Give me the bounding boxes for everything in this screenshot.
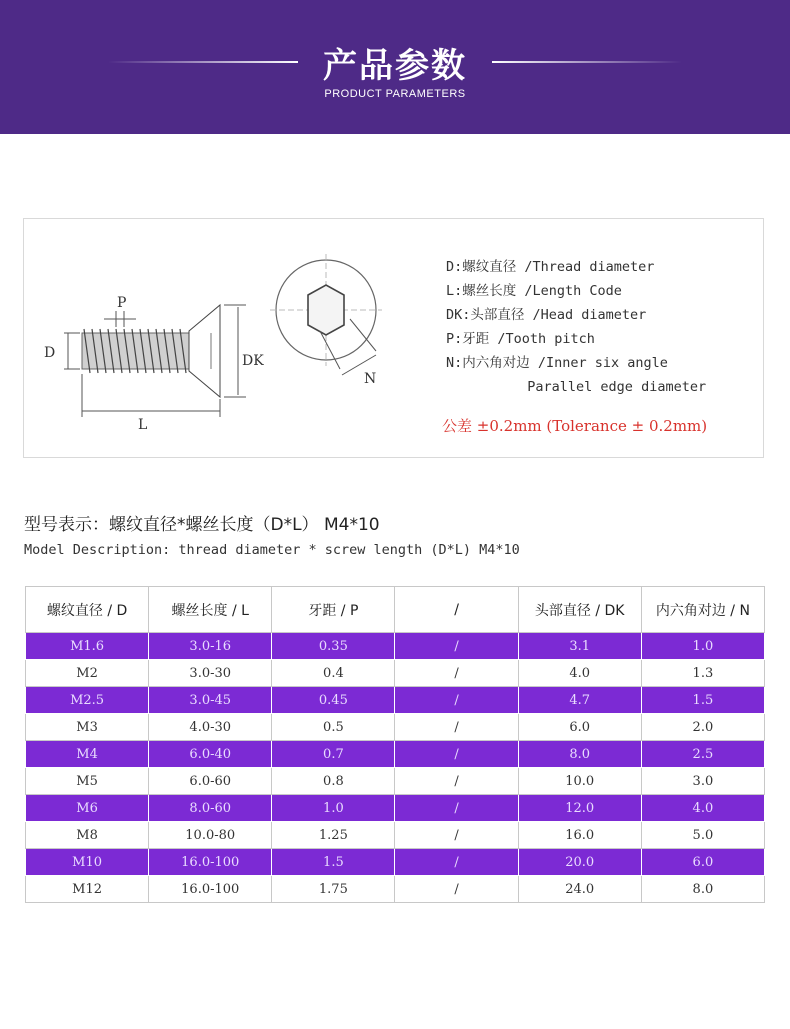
cell-n: 5.0 [641,822,764,849]
cell-blank: / [395,822,518,849]
cell-d: M6 [26,795,149,822]
cell-l: 16.0-100 [149,876,272,903]
cell-d: M10 [26,849,149,876]
cell-n: 8.0 [641,876,764,903]
cell-p: 1.0 [272,795,395,822]
legend-line: DK:头部直径 /Head diameter [446,307,647,323]
tolerance-note: 公差 ±0.2mm (Tolerance ± 0.2mm) [442,417,708,435]
table-row [26,849,765,876]
cell-l: 3.0-16 [149,633,272,660]
cell-l: 8.0-60 [149,795,272,822]
legend-line: N:内六角对边 /Inner six angle [446,355,668,371]
cell-p: 1.25 [272,822,395,849]
label-l: L [138,417,148,433]
screw-top-view [270,254,382,375]
table-header-row [26,587,765,633]
cell-p: 0.8 [272,768,395,795]
cell-blank: / [395,660,518,687]
cell-dk: 10.0 [518,768,641,795]
cell-p: 0.5 [272,714,395,741]
cell-dk: 8.0 [518,741,641,768]
dimension-legend [446,255,706,399]
cell-n: 1.5 [641,687,764,714]
legend-line: P:牙距 /Tooth pitch [446,331,595,347]
page-subtitle: PRODUCT PARAMETERS [324,88,466,100]
cell-p: 1.5 [272,849,395,876]
label-p: P [117,295,127,311]
cell-blank: / [395,849,518,876]
label-dk: DK [242,353,264,369]
table-row [26,687,765,714]
cell-l: 6.0-40 [149,741,272,768]
cell-n: 2.0 [641,714,764,741]
header-banner [0,0,790,134]
cell-dk: 20.0 [518,849,641,876]
cell-n: 2.5 [641,741,764,768]
cell-l: 3.0-30 [149,660,272,687]
header-dk: 头部直径 / DK [518,587,641,633]
cell-blank: / [395,633,518,660]
cell-d: M8 [26,822,149,849]
cell-n: 1.3 [641,660,764,687]
cell-n: 1.0 [641,633,764,660]
table-body [26,633,765,903]
cell-dk: 16.0 [518,822,641,849]
cell-p: 0.35 [272,633,395,660]
cell-l: 3.0-45 [149,687,272,714]
legend-line: D:螺纹直径 /Thread diameter [446,259,655,275]
cell-d: M12 [26,876,149,903]
screw-side-view [64,305,246,417]
cell-d: M2 [26,660,149,687]
cell-blank: / [395,741,518,768]
cell-l: 16.0-100 [149,849,272,876]
cell-p: 1.75 [272,876,395,903]
cell-dk: 3.1 [518,633,641,660]
cell-dk: 4.0 [518,660,641,687]
legend-line: Parallel edge diameter [446,379,707,395]
cell-l: 4.0-30 [149,714,272,741]
table-row [26,660,765,687]
cell-n: 3.0 [641,768,764,795]
model-description-cn: 型号表示：螺纹直径*螺丝长度（D*L） M4*10 [24,515,380,535]
label-d: D [44,345,56,361]
table-row [26,768,765,795]
cell-blank: / [395,795,518,822]
cell-dk: 4.7 [518,687,641,714]
cell-blank: / [395,714,518,741]
table-row [26,822,765,849]
cell-d: M2.5 [26,687,149,714]
cell-blank: / [395,687,518,714]
header-n: 内六角对边 / N [641,587,764,633]
header-p: 牙距 / P [272,587,395,633]
cell-dk: 24.0 [518,876,641,903]
cell-dk: 6.0 [518,714,641,741]
cell-d: M3 [26,714,149,741]
cell-l: 10.0-80 [149,822,272,849]
header-blank: / [395,587,518,633]
parameter-table [25,586,765,903]
cell-d: M1.6 [26,633,149,660]
model-description-en: Model Description: thread diameter * screw length (D*L) M4*10 [24,542,520,558]
cell-blank: / [395,768,518,795]
table-row [26,876,765,903]
cell-blank: / [395,876,518,903]
table-row [26,714,765,741]
cell-p: 0.7 [272,741,395,768]
cell-n: 4.0 [641,795,764,822]
table-row [26,633,765,660]
cell-p: 0.45 [272,687,395,714]
label-n: N [364,371,377,387]
header-divider-right [492,61,682,63]
legend-line: L:螺丝长度 /Length Code [446,283,622,299]
cell-dk: 12.0 [518,795,641,822]
cell-d: M4 [26,741,149,768]
table-row [26,795,765,822]
cell-l: 6.0-60 [149,768,272,795]
header-l: 螺丝长度 / L [149,587,272,633]
cell-n: 6.0 [641,849,764,876]
spec-diagram-box [23,218,764,458]
header-d: 螺纹直径 / D [26,587,149,633]
table-row [26,741,765,768]
page-title: 产品参数 [323,46,467,86]
cell-p: 0.4 [272,660,395,687]
cell-d: M5 [26,768,149,795]
